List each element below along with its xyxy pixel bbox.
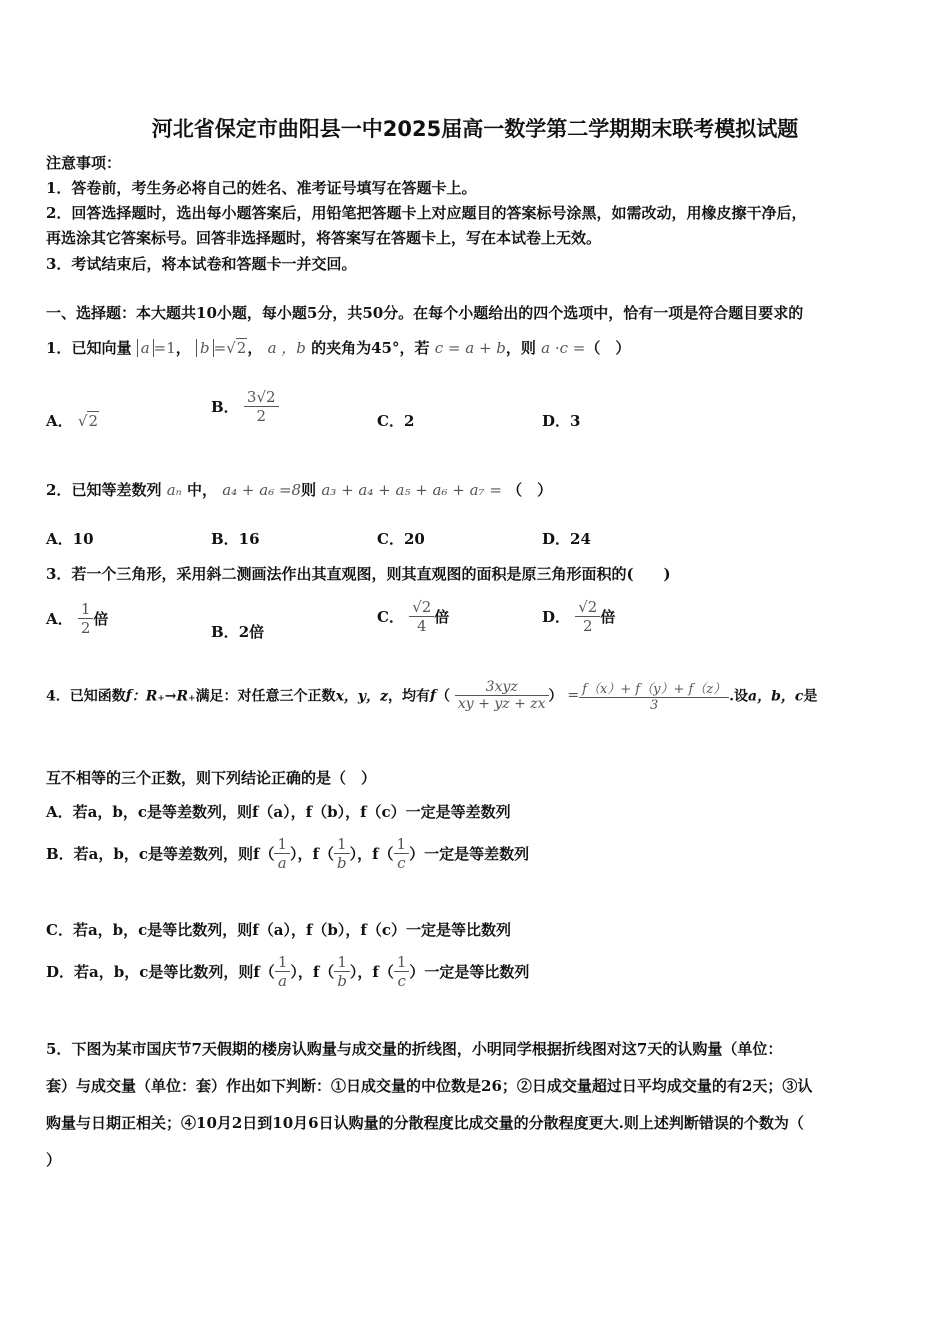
q1-text: ， <box>175 339 191 357</box>
q2-option-c[interactable]: C．20 <box>377 530 425 548</box>
q1-option-c[interactable]: C．2 <box>377 412 415 430</box>
q2-math: a₃ + a₄ + a₅ + a₆ + a₇ = <box>321 481 502 499</box>
q3-option-c[interactable]: C． $\frac{√2}{4}$ 倍 <box>377 598 450 635</box>
fraction: $\frac{3√2}{2}$ <box>244 388 279 425</box>
q4-option-b[interactable]: B．若a，b，c是等差数列，则f（ $\frac{1}{a}$ ），f（ $\frac{1}{b}$ ），f（ $\frac{1}{c}$ ）一定是等差数列 <box>46 835 530 872</box>
q2-text: 则 <box>301 481 317 499</box>
q3-option-d[interactable]: D． $\frac{√2}{2}$ 倍 <box>542 598 616 635</box>
fraction: $\frac{√2}{4}$ <box>409 598 434 635</box>
notice-item: 3．考试结束后，将本试卷和答题卡一并交回。 <box>46 255 357 273</box>
fraction: $\frac{1}{c}$ <box>394 835 410 872</box>
q4-text: （ <box>436 688 451 705</box>
question-4 <box>46 678 817 713</box>
notice-item: 1．答卷前，考生务必将自己的姓名、准考证号填写在答题卡上。 <box>46 179 477 197</box>
q2-math: a₄ + a₆ =8 <box>222 481 302 499</box>
q2-option-a[interactable]: A．10 <box>46 530 94 548</box>
fraction: $\frac{f(x)+ f(y)+ f(z)}{3}$ <box>579 678 729 713</box>
fraction: $\frac{1}{b}$ <box>334 835 350 872</box>
fraction: $\frac{√2}{2}$ <box>575 598 600 635</box>
fraction: $\frac{1}{a}$ <box>274 835 290 872</box>
q4-text: 是 <box>803 688 818 705</box>
question-2 <box>46 479 552 500</box>
q1-math: a ·c = <box>541 339 586 357</box>
q1-math: a ，b <box>267 339 306 357</box>
q1-option-a[interactable]: A． √2 <box>46 412 98 430</box>
q3-option-a[interactable]: A． $\frac{1}{2}$ 倍 <box>46 600 109 637</box>
fraction: $\frac{1}{a}$ <box>275 953 291 990</box>
q4-text: ，均有 <box>388 688 430 705</box>
q4-option-d[interactable]: D．若a，b，c是等比数列，则f（ $\frac{1}{a}$ ），f（ $\frac{1}{b}$ ），f（ $\frac{1}{c}$ ）一定是等比数列 <box>46 953 530 990</box>
q4-math: ：R₊→R₊ <box>131 688 196 705</box>
q2-text: 中， <box>186 481 217 499</box>
q5-text: 下图为某市国庆节7天假期的楼房认购量与成交量的折线图，小明同学根据折线图对这7天的认购量（单位： <box>71 1040 783 1058</box>
vector-a-norm: a <box>137 339 154 357</box>
q2-option-b[interactable]: B．16 <box>211 530 260 548</box>
notice-item: 2．回答选择题时，选出每小题答案后，用铅笔把答题卡上对应题目的答案标号涂黑，如需改动，用橡皮擦干净后， <box>46 204 807 222</box>
q4-math: x，y，z <box>335 688 388 705</box>
sequence-an: aₙ <box>166 481 182 499</box>
q4-math: a，b，c <box>748 688 804 705</box>
question-3: 3．若一个三角形，采用斜二测画法作出其直观图，则其直观图的面积是原三角形面积的( ) <box>46 565 671 583</box>
q2-text: 已知等差数列 <box>71 481 162 499</box>
page-title: 河北省保定市曲阳县一中2025届高一数学第二学期期末联考模拟试题 <box>151 117 799 141</box>
q4-text: .设 <box>729 688 749 705</box>
q1-text: 已知向量 <box>71 339 132 357</box>
q4-option-a[interactable]: A．若a，b，c是等差数列，则f（a），f（b），f（c）一定是等差数列 <box>46 803 511 821</box>
fraction: $\frac{1}{c}$ <box>394 953 410 990</box>
q1-text: （ ） <box>585 339 631 357</box>
q4-option-c[interactable]: C．若a，b，c是等比数列，则f（a），f（b），f（c）一定是等比数列 <box>46 921 511 939</box>
question-5-line1 <box>46 1038 782 1059</box>
q4-math: f <box>125 687 132 704</box>
q1-text: ，则 <box>505 339 536 357</box>
q4-text: ） <box>548 688 563 705</box>
q2-option-d[interactable]: D．24 <box>542 530 591 548</box>
q4-text: 已知函数 <box>69 688 126 705</box>
sqrt-2: √2 <box>77 412 98 430</box>
notice-heading: 注意事项： <box>46 154 122 172</box>
question-1 <box>46 337 630 358</box>
vector-b-norm: b <box>196 339 214 357</box>
q4-math: f <box>430 687 437 704</box>
q4-text: 满足：对任意三个正数 <box>195 688 336 705</box>
question-number: 5． <box>46 1040 72 1058</box>
fraction: $\frac{1}{b}$ <box>334 953 350 990</box>
q1-option-b[interactable]: B． $\frac{3√2}{2}$ <box>211 388 279 425</box>
question-5-line4: ） <box>46 1151 62 1169</box>
q1-option-d[interactable]: D．3 <box>542 412 581 430</box>
q1-text: 的夹角为45°，若 <box>311 339 430 357</box>
question-number: 2． <box>46 481 72 499</box>
q2-text: （ ） <box>507 481 553 499</box>
fraction: $\frac{1}{2}$ <box>78 600 94 637</box>
question-5-line2: 套）与成交量（单位：套）作出如下判断：①日成交量的中位数是26；②日成交量超过日平均成交量的有2天；③认 <box>46 1077 813 1095</box>
question-5-line3: 购量与日期正相关；④10月2日到10月6日认购量的分散程度比成交量的分散程度更大.则上述判断错误的个数为（ <box>46 1114 804 1132</box>
section-heading: 一、选择题：本大题共10小题，每小题5分，共50分。在每个小题给出的四个选项中，恰有一项是符合题目要求的 <box>46 304 804 322</box>
sqrt-2: √2 <box>226 339 247 357</box>
notice-item: 再选涂其它答案标号。回答非选择题时，将答案写在答题卡上，写在本试卷上无效。 <box>46 229 602 247</box>
q4-math: = <box>567 687 580 704</box>
q1-math: = <box>213 339 227 357</box>
q1-math: c = a + b <box>434 339 506 357</box>
fraction: $\frac{\text{3xyz}}{xy + yz + zx}$ <box>455 679 549 712</box>
q3-option-b[interactable]: B．2倍 <box>211 623 265 641</box>
q1-text: ， <box>247 339 263 357</box>
question-number: 1． <box>46 339 72 357</box>
q4-text-line2: 互不相等的三个正数，则下列结论正确的是（ ） <box>46 769 377 787</box>
q1-math: =1 <box>153 339 176 357</box>
question-number: 4． <box>46 688 70 705</box>
